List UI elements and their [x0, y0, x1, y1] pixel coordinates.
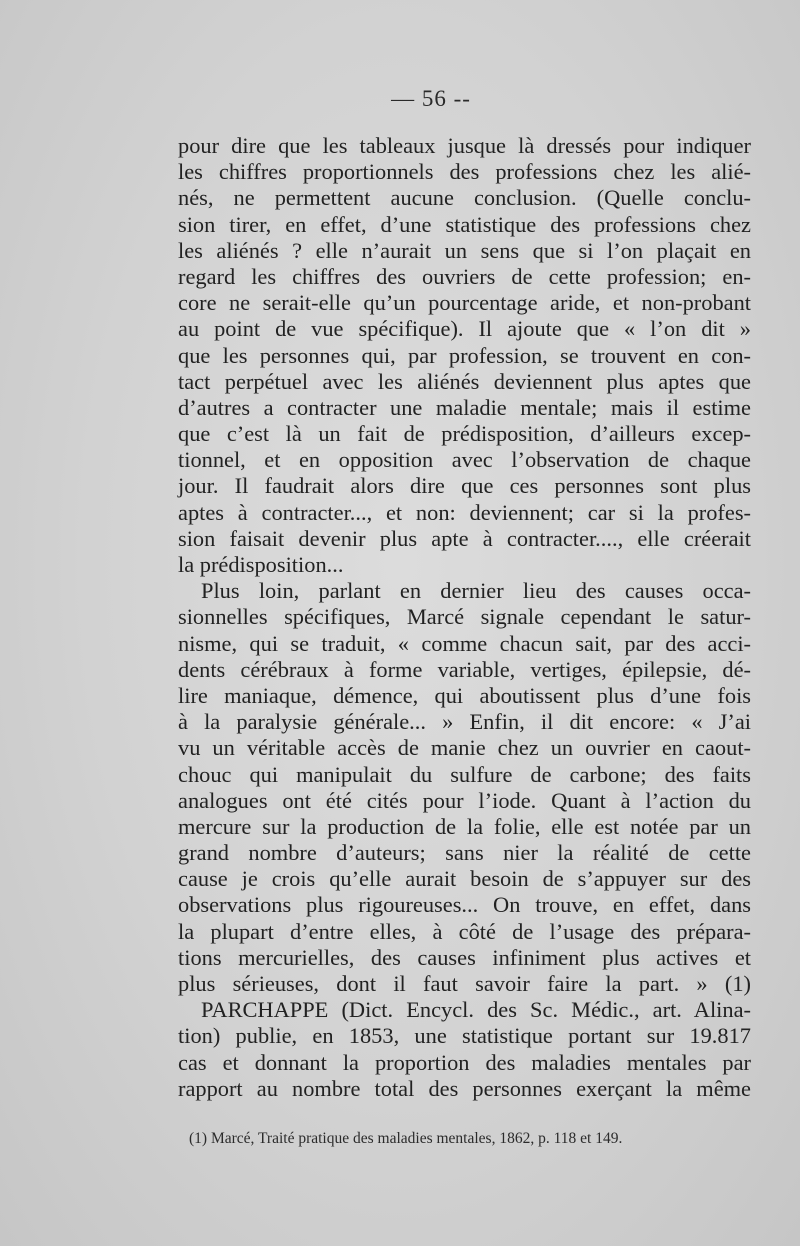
text-line: nisme, qui se traduit, « comme chacun sait, par des acci- — [178, 630, 751, 656]
body-text — [178, 133, 751, 1102]
text-line: analogues ont été cités pour l’iode. Quant à l’action du — [178, 787, 751, 813]
page-number: — 56 -- — [391, 86, 471, 111]
text-line: grand nombre d’auteurs; sans nier la réalité de cette — [178, 840, 751, 866]
text-line: plus sérieuses, dont il faut savoir faire la part. » (1) — [178, 971, 751, 996]
text-line: d’autres a contracter une maladie mentale; mais il estime — [178, 394, 751, 420]
text-line: Plus loin, parlant en dernier lieu des causes occa- — [201, 578, 751, 604]
text-line: regard les chiffres des ouvriers de cette profession; en- — [178, 263, 751, 289]
text-line: que les personnes qui, par profession, se trouvent en con- — [178, 342, 751, 368]
text-line: aptes à contracter..., et non: deviennent; car si la profes- — [178, 499, 751, 525]
footnote: (1) Marcé, Traité pratique des maladies mentales, 1862, p. 118 et 149. — [189, 1130, 623, 1147]
text-line: chouc qui manipulait du sulfure de carbone; des faits — [178, 761, 751, 787]
text-line: que c’est là un fait de prédisposition, d’ailleurs excep- — [178, 421, 751, 447]
text-line: sionnelles spécifiques, Marcé signale cependant le satur- — [178, 604, 751, 630]
text-line: nés, ne permettent aucune conclusion. (Quelle conclu- — [178, 185, 751, 211]
text-line: les aliénés ? elle n’aurait un sens que si l’on plaçait en — [178, 237, 751, 263]
text-line: dents cérébraux à forme variable, vertiges, épilepsie, dé- — [178, 656, 751, 682]
text-line: sion tirer, en effet, d’une statistique des professions chez — [178, 211, 751, 237]
text-line: rapport au nombre total des personnes exerçant la même — [178, 1075, 751, 1101]
text-line: PARCHAPPE (Dict. Encycl. des Sc. Médic., art. Alina- — [201, 997, 751, 1023]
text-line: à la paralysie générale... » Enfin, il dit encore: « J’ai — [178, 709, 751, 735]
text-line: tact perpétuel avec les aliénés deviennent plus aptes que — [178, 368, 751, 394]
text-line: la prédisposition... — [178, 552, 344, 577]
text-line: jour. Il faudrait alors dire que ces personnes sont plus — [178, 473, 751, 499]
text-line: core ne serait-elle qu’un pourcentage aride, et non-probant — [178, 290, 751, 316]
text-line: pour dire que les tableaux jusque là dressés pour indiquer — [178, 133, 751, 158]
text-line: observations plus rigoureuses... On trouve, en effet, dans — [178, 892, 751, 918]
text-line: tion) publie, en 1853, une statistique portant sur 19.817 — [178, 1023, 751, 1049]
text-line: cause je crois qu’elle aurait besoin de s’appuyer sur des — [178, 866, 751, 892]
text-line: la plupart d’entre elles, à côté de l’usage des prépara- — [178, 918, 751, 944]
text-line: les chiffres proportionnels des professions chez les alié- — [178, 159, 751, 185]
text-line: sion faisait devenir plus apte à contracter...., elle créerait — [178, 525, 751, 551]
text-line: au point de vue spécifique). Il ajoute que « l’on dit » — [178, 316, 751, 342]
text-line: vu un véritable accès de manie chez un ouvrier en caout- — [178, 735, 751, 761]
text-line: mercure sur la production de la folie, elle est notée par un — [178, 813, 751, 839]
text-line: tions mercurielles, des causes infiniment plus actives et — [178, 944, 751, 970]
text-line: cas et donnant la proportion des maladies mentales par — [178, 1049, 751, 1075]
text-line: tionnel, et en opposition avec l’observation de chaque — [178, 447, 751, 473]
text-line: lire maniaque, démence, qui aboutissent plus d’une fois — [178, 682, 751, 708]
